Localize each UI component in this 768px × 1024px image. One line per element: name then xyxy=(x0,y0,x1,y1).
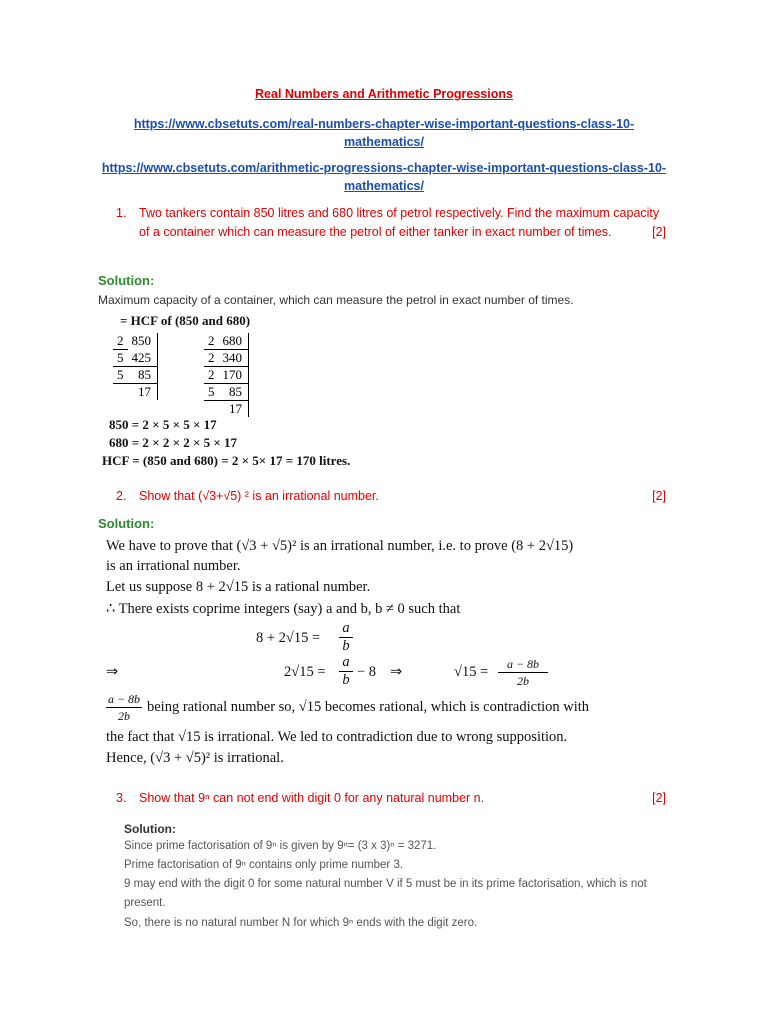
division-table-850 xyxy=(113,333,158,400)
equation-3: √15 = xyxy=(454,664,489,680)
fraction-a-minus-8b-over-2b xyxy=(106,691,142,724)
divisor: 2 xyxy=(204,367,219,384)
proof-text: is a rational number. xyxy=(251,579,371,595)
dividend: 680 xyxy=(219,333,249,350)
math-expression: (√3 + √5)² xyxy=(150,750,211,766)
question-marks: [2] xyxy=(652,224,666,239)
question-3 xyxy=(116,789,668,808)
division-table-680 xyxy=(204,333,249,417)
question-text: Two tankers contain 850 litres and 680 litres of petrol respectively. Find the maximum capacity of a container which can measure the petrol of either tanker in exact number of times. xyxy=(139,206,660,239)
proof-line-4: ∴ There exists coprime integers (say) a and b, b ≠ 0 such that xyxy=(106,601,461,617)
denominator: 2b xyxy=(517,674,529,688)
numerator: a xyxy=(339,620,353,638)
real-numbers-link[interactable] xyxy=(90,115,678,151)
math-expression: (8 + 2√15) xyxy=(511,538,574,554)
solution-2-label: Solution: xyxy=(98,516,155,531)
link-text-line1[interactable]: https://www.cbsetuts.com/real-numbers-chapter-wise-important-questions-class-10- xyxy=(133,117,635,131)
dividend: 340 xyxy=(219,350,249,367)
fraction-a-over-b xyxy=(339,654,353,689)
question-1 xyxy=(116,204,668,241)
proof-text: Hence, xyxy=(106,750,147,766)
divisor xyxy=(204,401,219,418)
solution-3-line-4: present. xyxy=(124,897,166,909)
denominator: 2b xyxy=(118,709,130,723)
proof-line-6: being rational number so, √15 becomes rational, which is contradiction with xyxy=(147,699,590,715)
math-expression: (√3 + √5)² xyxy=(236,538,297,554)
question-number: 1. xyxy=(116,206,127,220)
implies-arrow: ⇒ xyxy=(106,664,119,680)
divisor: 2 xyxy=(204,350,219,367)
solution-1-label: Solution: xyxy=(98,273,155,288)
fraction-a-minus-8b-over-2b xyxy=(498,656,548,689)
quotient: 17 xyxy=(128,384,158,401)
factorisation-680: 680 = 2 × 2 × 2 × 5 × 17 xyxy=(109,435,238,450)
question-text: Show that (√3+√5) ² is an irrational number. xyxy=(139,489,379,503)
question-text: Show that 9ⁿ can not end with digit 0 for any natural number n. xyxy=(139,791,485,805)
question-marks: [2] xyxy=(652,791,666,805)
divisor: 2 xyxy=(204,333,219,350)
proof-text: is irrational. xyxy=(213,750,284,766)
proof-line-3 xyxy=(106,579,370,596)
question-2 xyxy=(116,487,668,506)
divisor: 5 xyxy=(113,350,128,367)
link-text-line2[interactable]: mathematics/ xyxy=(344,135,424,149)
link-text-line1[interactable]: https://www.cbsetuts.com/arithmetic-progressions-chapter-wise-important-questions-class-10- xyxy=(101,161,667,175)
divisor xyxy=(113,384,128,401)
proof-text: Let us suppose xyxy=(106,579,193,595)
divisor: 5 xyxy=(204,384,219,401)
fraction-a-over-b xyxy=(339,620,353,655)
solution-3-line-1: Since prime factorisation of 9ⁿ is given by 9ⁿ= (3 x 3)ⁿ = 3271. xyxy=(124,840,437,852)
solution-1-intro: Maximum capacity of a container, which can measure the petrol in exact number of times. xyxy=(98,293,574,307)
proof-text: is an irrational number, i.e. to prove xyxy=(299,538,508,554)
implies-arrow: ⇒ xyxy=(390,664,403,680)
proof-text: We have to prove that xyxy=(106,538,233,554)
solution-3-label: Solution: xyxy=(124,822,176,836)
numerator: a − 8b xyxy=(498,656,548,673)
question-marks: [2] xyxy=(652,489,666,503)
dividend: 850 xyxy=(128,333,158,350)
numerator: a − 8b xyxy=(107,692,141,706)
minus-eight: − 8 xyxy=(357,664,377,680)
proof-line-8 xyxy=(106,750,284,767)
proof-line-1 xyxy=(106,538,573,555)
dividend: 425 xyxy=(128,350,158,367)
link-text-line2[interactable]: mathematics/ xyxy=(344,179,424,193)
question-number: 3. xyxy=(116,791,127,805)
equation-1: 8 + 2√15 = xyxy=(256,630,321,646)
solution-3-line-5: So, there is no natural number N for which 9ⁿ ends with the digit zero. xyxy=(124,917,478,929)
solution-1-hcf-line: = HCF of (850 and 680) xyxy=(120,313,251,328)
proof-line-2: is an irrational number. xyxy=(106,558,241,574)
dividend: 85 xyxy=(128,367,158,384)
hcf-result: HCF = (850 and 680) = 2 × 5× 17 = 170 litres. xyxy=(102,453,351,468)
denominator: b xyxy=(342,638,350,654)
proof-line-7: the fact that √15 is irrational. We led to contradiction due to wrong supposition. xyxy=(106,729,568,745)
numerator: a xyxy=(339,654,353,672)
divisor: 5 xyxy=(113,367,128,384)
dividend: 85 xyxy=(219,384,249,401)
denominator: b xyxy=(342,672,350,688)
divisor: 2 xyxy=(113,333,128,350)
question-number: 2. xyxy=(116,489,127,503)
equation-2: 2√15 = xyxy=(284,664,326,680)
page-title: Real Numbers and Arithmetic Progressions xyxy=(255,87,513,101)
arithmetic-progressions-link[interactable] xyxy=(90,159,678,195)
quotient: 17 xyxy=(219,401,249,418)
solution-3-line-2: Prime factorisation of 9ⁿ contains only prime number 3. xyxy=(124,859,404,871)
dividend: 170 xyxy=(219,367,249,384)
solution-3-line-3: 9 may end with the digit 0 for some natural number V if 5 must be in its prime factorisation, which is not xyxy=(124,878,647,890)
math-expression: 8 + 2√15 xyxy=(195,579,249,595)
factorisation-850: 850 = 2 × 5 × 5 × 17 xyxy=(109,417,217,432)
